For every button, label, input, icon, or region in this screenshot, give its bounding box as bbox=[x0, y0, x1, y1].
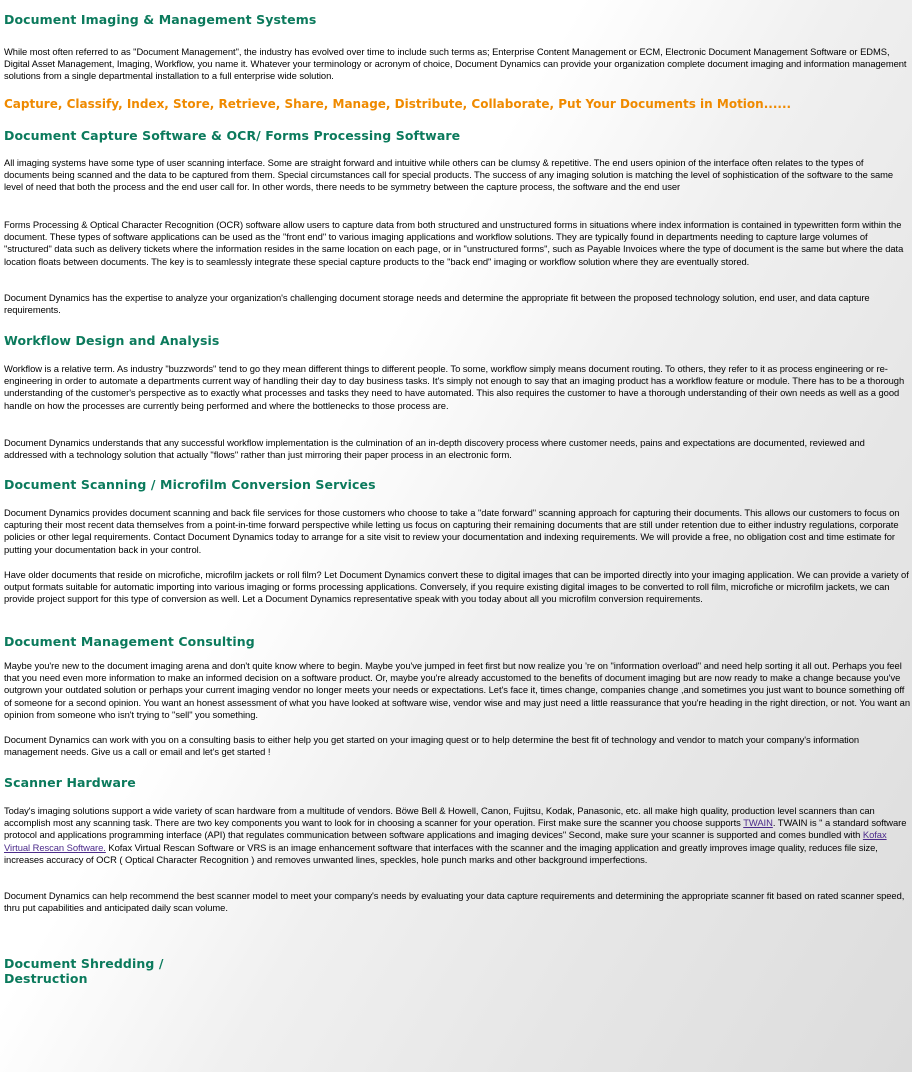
shredding-heading bbox=[4, 956, 910, 986]
capture-paragraph-2: Forms Processing & Optical Character Recognition (OCR) software allow users to capture data from both structured and unstructured forms in situations where index information is contained in typewritten form within the document. These types of software applications can be used as the "front end" to various imaging applications and workflow solutions. They are typically found in departments needing to capture large volumes of "structured" data such as delivery tickets where the information resides in the same location on each page, or in "unstructured forms", such as Payable Invoices where the type of document is the same but where the data location floats between documents. The key is to seamlessly integrate these special capture products to the "back end" imaging or workflow solution where they are eventually stored. bbox=[4, 219, 904, 267]
kofax-link[interactable]: Kofax Virtual Rescan Software. bbox=[4, 829, 887, 853]
page-title: Document Imaging & Management Systems bbox=[4, 12, 317, 27]
scanner-text-b: . TWAIN is " a standard software protocol and applications programming interface (API) that regulates communication between software applications and imaging devices" Second, make sure your scanner is supported and comes bundled with bbox=[4, 817, 907, 841]
capture-heading: Document Capture Software & OCR/ Forms Processing Software bbox=[4, 128, 461, 143]
intro-paragraph: While most often referred to as "Document Management", the industry has evolved over time to include such terms as; Enterprise Content Management or ECM, Electronic Document Management Software or EDMS, Digital Asset Management, Imaging, Workflow, you name it. Whatever your terminology or acronym of choice, Document Dynamics can provide your organization complete document imaging and information management solutions from a single departmental installation to a full enterprise wide solution. bbox=[4, 46, 907, 82]
tagline: Capture, Classify, Index, Store, Retrieve, Share, Manage, Distribute, Collaborate, Put Your Documents in Motion...... bbox=[4, 97, 792, 111]
consulting-paragraph-1: Maybe you're new to the document imaging arena and don't quite know where to begin. Maybe you've jumped in feet first but now realize you 're on "information overload" and need help sorting it all out. Perhaps you feel that you need even more information to make an informed decision on a software product. Or, maybe you're already accustomed to the benefits of document imaging but are now ready to make a change because you've outgrown your outdated solution or perhaps your current imaging vendor no longer meets your needs or expectations. Let's face it, times change, companies change ,and sometimes you just want to bounce something off of someone for a second opinion. You want an honest assessment of what you have looked at software wise, vendor wise and may just need a little reassurance that you're heading in the right direction, or not. You want an opinion from someone who isn't trying to "sell" you something. bbox=[4, 660, 910, 720]
workflow-heading: Workflow Design and Analysis bbox=[4, 333, 220, 348]
scanning-heading: Document Scanning / Microfilm Conversion Services bbox=[4, 477, 376, 492]
scanning-paragraph-2: Have older documents that reside on microfiche, microfilm jackets or roll film? Let Document Dynamics convert these to digital images that can be imported directly into your imaging application. We can provide a variety of output formats suitable for automatic importing into various imaging or forms processing applications. Conversely, if you require existing digital images to be converted to roll film, microfiche or microfilm jackets, we can provide project support for this type of conversion as well. Let a Document Dynamics representative speak with you today about all you microfilm conversion requirements. bbox=[4, 569, 909, 605]
shredding-heading-line-2: Destruction bbox=[4, 971, 88, 986]
twain-link[interactable]: TWAIN bbox=[743, 817, 773, 829]
scanner-paragraph-1 bbox=[4, 805, 910, 866]
capture-paragraph-1: All imaging systems have some type of user scanning interface. Some are straight forward and intuitive while others can be clumsy & repetitive. The end users opinion of the interface often relates to the types of documents being scanned and the data to be captured from them. Special circumstances call for special products. The success of any imaging solution is matching the level of sophistication of the software to the same level of need that both the process and the end user call for. In other words, there needs to be symmetry between the capture process, the software and the end user bbox=[4, 157, 894, 193]
scanner-text-a: Today's imaging solutions support a wide variety of scan hardware from a multitude of vendors. Böwe Bell & Howell, Canon, Fujitsu, Kodak, Panasonic, etc. all make high quality, production level scanners than can accomplish most any scanning task. There are two key components you want to look for in choosing a scanner for your operation. First make sure the scanner you choose supports bbox=[4, 805, 875, 829]
consulting-heading: Document Management Consulting bbox=[4, 634, 255, 649]
workflow-paragraph-1: Workflow is a relative term. As industry "buzzwords" tend to go they mean different things to different people. To some, workflow simply means document routing. To others, they refer to it as process engineering or re-engineering in order to automate a departments current way of handling their day to day business tasks. It's simply not enough to say that an imaging product has a workflow feature or module. There has to be a thorough understanding of the customer's perspective as to exactly what processes and tasks they need to have automated. This also requires the customer to have a thorough understanding of their own needs as well as a good handle on how the processes are currently being performed and where the bottlenecks to those process are. bbox=[4, 363, 905, 411]
scanning-paragraph-1: Document Dynamics provides document scanning and back file services for those customers who choose to take a "date forward" scanning approach for capturing their documents. This allows our customers to focus on capturing their most recent data themselves from a point-in-time forward perspective while letting us focus on capturing their remaining documents that are still under retention due to either industry regulations, corporate policies or other legal requirements. Contact Document Dynamics today to arrange for a site visit to review your documentation and indexing requirements. We will provide a free, no obligation cost and time estimate for putting your documentation back in your control. bbox=[4, 507, 900, 555]
consulting-paragraph-2: Document Dynamics can work with you on a consulting basis to either help you get started on your imaging quest or to help determine the best fit of technology and vendor to match your company's information management needs. Give us a call or email and let's get started ! bbox=[4, 734, 860, 758]
scanner-paragraph-2: Document Dynamics can help recommend the best scanner model to meet your company's needs by evaluating your data capture requirements and determining the appropriate scanner fit based on rated scanner speed, thru put capabilities and anticipated daily scan volume. bbox=[4, 890, 905, 914]
scanner-heading: Scanner Hardware bbox=[4, 775, 136, 790]
capture-paragraph-3: Document Dynamics has the expertise to analyze your organization's challenging document storage needs and determine the appropriate fit between the proposed technology solution, end user, and data capture requirements. bbox=[4, 292, 870, 316]
shredding-heading-line-1: Document Shredding / bbox=[4, 956, 164, 971]
scanner-text-c: Kofax Virtual Rescan Software or VRS is an image enhancement software that interfaces with the scanner and the imaging application and greatly improves image quality, reduces file size, increases accuracy of OCR ( Optical Character Recognition ) and removes unwanted lines, speckles, hole punch marks and other background imperfections. bbox=[4, 841, 878, 865]
workflow-paragraph-2: Document Dynamics understands that any successful workflow implementation is the culmination of an in-depth discovery process where customer needs, pains and expectations are documented, reviewed and addressed with a technology solution that actually "flows" rather than just mirroring their paper process in an electronic form. bbox=[4, 437, 865, 461]
